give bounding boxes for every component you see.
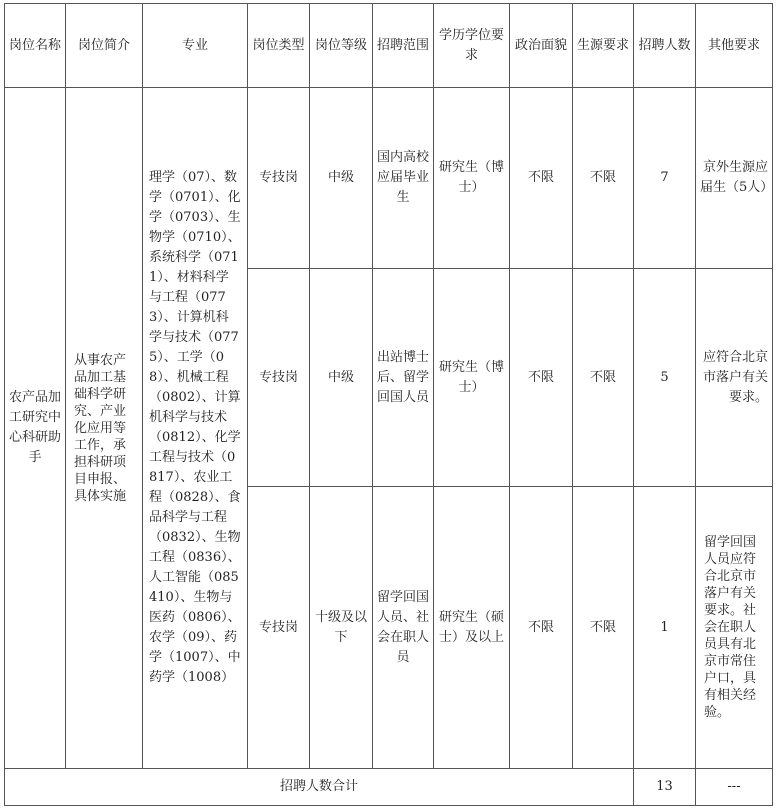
header-source: 生源要求 <box>573 4 634 88</box>
row2-education: 研究生（博士） <box>434 269 510 487</box>
row3-other: 留学回国人员应符合北京市落户有关要求。社会在职人员具有北京市常住户口，具有相关经验。 <box>696 487 773 769</box>
row3-political: 不限 <box>510 487 573 769</box>
recruitment-table <box>4 3 773 806</box>
row1-political: 不限 <box>510 88 573 269</box>
row1-count: 7 <box>634 88 696 269</box>
row1-source: 不限 <box>573 88 634 269</box>
position-majors: 理学（07）、数学（0701）、化学（0703）、生物学（0710）、系统科学（0711）、材料科学与工程（0773）、计算机科学与技术（0775）、工学（08）、机械工程（0802）、计算机科学与技术（0812）、化学工程与技术（0817）、农业工程（0828）、食品科学与工程（0832）、生物工程（0836）、人工智能（085410）、生物与医药（0806）、农学（09）、药学（1007）、中药学（1008） <box>143 88 248 769</box>
header-other: 其他要求 <box>696 4 773 88</box>
row3-count: 1 <box>634 487 696 769</box>
row3-level: 十级及以下 <box>310 487 373 769</box>
header-position-name: 岗位名称 <box>5 4 66 88</box>
position-intro: 从事农产品加工基础科学研究、产业化应用等工作，承担科研项目申报、具体实施 <box>66 88 143 769</box>
row1-level: 中级 <box>310 88 373 269</box>
header-position-level: 岗位等级 <box>310 4 373 88</box>
row3-education: 研究生（硕士）及以上 <box>434 487 510 769</box>
row2-other: 应符合北京市落户有关要求。 <box>696 269 773 487</box>
row3-source: 不限 <box>573 487 634 769</box>
row1-other: 京外生源应届生（5人） <box>696 88 773 269</box>
row2-political: 不限 <box>510 269 573 487</box>
header-education: 学历学位要求 <box>434 4 510 88</box>
header-row <box>5 4 773 88</box>
header-major: 专业 <box>143 4 248 88</box>
row1-scope: 国内高校应届毕业生 <box>373 88 434 269</box>
position-name: 农产品加工研究中心科研助手 <box>5 88 66 769</box>
header-count: 招聘人数 <box>634 4 696 88</box>
row1-type: 专技岗 <box>248 88 310 269</box>
header-position-intro: 岗位简介 <box>66 4 143 88</box>
total-count: 13 <box>634 769 696 806</box>
row2-source: 不限 <box>573 269 634 487</box>
row3-scope: 留学回国人员、社会在职人员 <box>373 487 434 769</box>
row1-education: 研究生（博士） <box>434 88 510 269</box>
total-label: 招聘人数合计 <box>5 769 634 806</box>
table-row <box>5 88 773 269</box>
row2-type: 专技岗 <box>248 269 310 487</box>
total-row <box>5 769 773 806</box>
header-political: 政治面貌 <box>510 4 573 88</box>
header-recruit-scope: 招聘范围 <box>373 4 434 88</box>
total-other: --- <box>696 769 773 806</box>
row3-type: 专技岗 <box>248 487 310 769</box>
row2-level: 中级 <box>310 269 373 487</box>
row2-scope: 出站博士后、留学回国人员 <box>373 269 434 487</box>
header-position-type: 岗位类型 <box>248 4 310 88</box>
row2-count: 5 <box>634 269 696 487</box>
